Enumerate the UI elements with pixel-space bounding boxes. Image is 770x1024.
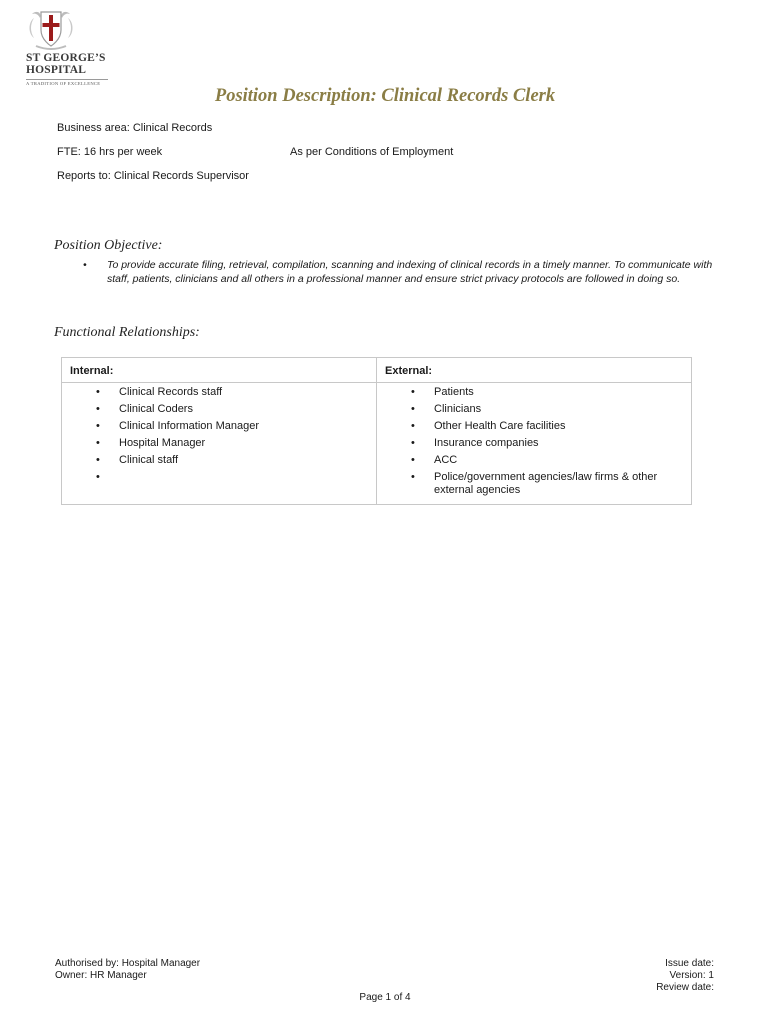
list-item <box>62 403 376 416</box>
objective-item <box>83 258 723 286</box>
bullet-icon: • <box>411 403 415 415</box>
document-title: Position Description: Clinical Records Clerk <box>214 86 556 106</box>
bullet-icon: • <box>96 471 100 483</box>
bullet-icon: • <box>411 471 415 483</box>
internal-item-3: Hospital Manager <box>119 437 206 449</box>
business-area: Business area: Clinical Records <box>57 122 213 134</box>
relationships-table <box>61 357 692 505</box>
hospital-logo <box>26 8 116 86</box>
footer-right <box>656 958 714 994</box>
list-item <box>62 471 376 484</box>
list-item <box>377 403 691 416</box>
list-item <box>377 386 691 399</box>
internal-item-1: Clinical Coders <box>119 403 193 415</box>
reports-to: Reports to: Clinical Records Supervisor <box>57 170 249 182</box>
list-item <box>62 454 376 467</box>
internal-cell <box>62 383 377 505</box>
footer-left <box>55 958 200 982</box>
internal-list <box>62 386 376 484</box>
external-list <box>377 386 691 497</box>
external-item-4: ACC <box>434 454 458 466</box>
bullet-icon: • <box>96 420 100 432</box>
bullet-icon: • <box>411 454 415 466</box>
list-item <box>377 471 691 497</box>
bullet-icon: • <box>96 386 100 398</box>
bullet-icon: • <box>411 386 415 398</box>
logo-name-line2: HOSPITAL <box>26 64 87 76</box>
bullet-icon: • <box>96 403 100 415</box>
internal-item-4: Clinical staff <box>119 454 179 466</box>
relationships-heading: Functional Relationships: <box>54 325 200 340</box>
external-item-2: Other Health Care facilities <box>434 420 566 432</box>
bullet-icon: • <box>411 437 415 449</box>
fte: FTE: 16 hrs per week <box>57 146 163 158</box>
list-item <box>377 454 691 467</box>
external-item-3: Insurance companies <box>434 437 539 449</box>
internal-header: Internal: <box>62 358 377 383</box>
external-cell <box>377 383 692 505</box>
external-header: External: <box>377 358 692 383</box>
page-number: Page 1 of 4 <box>359 992 411 1003</box>
logo-tagline: A TRADITION OF EXCELLENCE <box>26 81 101 86</box>
logo-name-line1: ST GEORGE’S <box>26 52 106 64</box>
crest-icon <box>26 8 76 52</box>
internal-item-2: Clinical Information Manager <box>119 420 260 432</box>
bullet-icon: • <box>411 420 415 432</box>
list-item <box>62 420 376 433</box>
issue-date: Issue date: <box>665 958 714 969</box>
bullet-icon: • <box>96 454 100 466</box>
review-date: Review date: <box>656 982 714 993</box>
external-item-1: Clinicians <box>434 403 482 415</box>
bullet-icon: • <box>96 437 100 449</box>
external-item-0: Patients <box>434 386 474 398</box>
owner: Owner: HR Manager <box>55 970 147 981</box>
external-item-5: Police/government agencies/law firms & other external agencies <box>434 471 658 496</box>
conditions: As per Conditions of Employment <box>290 146 454 158</box>
list-item <box>377 420 691 433</box>
objective-heading: Position Objective: <box>54 238 163 253</box>
authorised-by: Authorised by: Hospital Manager <box>55 958 201 969</box>
list-item <box>62 386 376 399</box>
bullet-icon: • <box>83 259 87 271</box>
list-item <box>377 437 691 450</box>
internal-item-0: Clinical Records staff <box>119 386 223 398</box>
objective-text: To provide accurate filing, retrieval, compilation, scanning and indexing of clinical records in a timely manner. To communicate with staff, patients, clinicians and all others in a professional manner and ensure strict privacy protocols are followed in doing so. <box>107 259 713 285</box>
version: Version: 1 <box>669 970 714 981</box>
logo-divider <box>26 79 108 80</box>
list-item <box>62 437 376 450</box>
